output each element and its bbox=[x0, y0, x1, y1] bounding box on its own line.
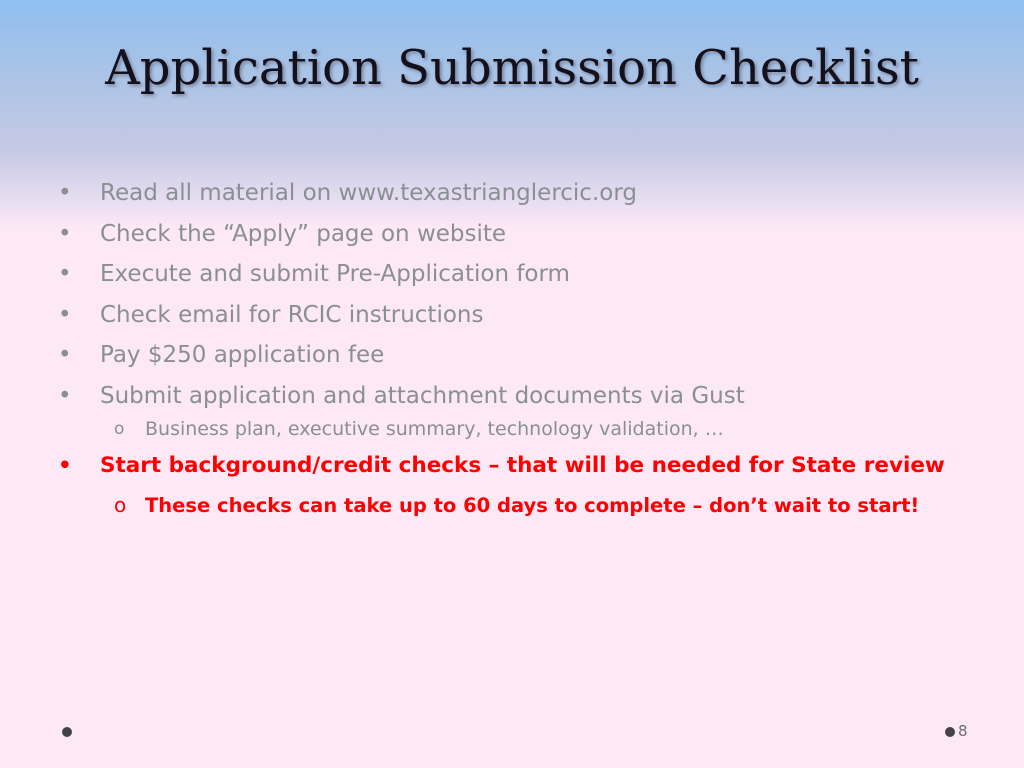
checklist-item bbox=[58, 176, 978, 210]
footer-dot-icon bbox=[62, 727, 72, 737]
bullet-icon: • bbox=[58, 220, 72, 247]
checklist-item bbox=[58, 217, 978, 251]
circle-bullet-icon: o bbox=[114, 492, 127, 517]
highlight-checklist-sub-item bbox=[58, 490, 978, 521]
checklist-item-text: Read all material on www.texastrianglercic.org bbox=[100, 180, 637, 206]
checklist bbox=[58, 176, 978, 527]
checklist-item-text: Check the “Apply” page on website bbox=[100, 220, 507, 247]
checklist-item bbox=[58, 298, 978, 332]
bullet-icon: • bbox=[58, 342, 72, 368]
checklist-item bbox=[58, 338, 978, 372]
page-number: 8 bbox=[958, 722, 968, 740]
footer-dot-icon bbox=[945, 727, 955, 737]
bullet-icon: • bbox=[58, 261, 72, 287]
bullet-icon: • bbox=[58, 453, 72, 478]
slide-title: Application Submission Checklist bbox=[105, 40, 919, 96]
checklist-item-text: Submit application and attachment documents via Gust bbox=[100, 382, 745, 409]
checklist-sub-item bbox=[58, 415, 978, 443]
checklist-item bbox=[58, 257, 978, 291]
bullet-icon: • bbox=[58, 382, 72, 409]
circle-bullet-icon: o bbox=[114, 419, 125, 439]
bullet-icon: • bbox=[58, 301, 72, 328]
checklist-item bbox=[58, 379, 978, 413]
highlight-checklist-item bbox=[58, 449, 978, 483]
checklist-sub-item-text: Business plan, executive summary, technology validation, … bbox=[145, 418, 724, 440]
checklist-item-text: Pay $250 application fee bbox=[100, 342, 385, 368]
bullet-icon: • bbox=[58, 180, 72, 206]
checklist-item-text: Execute and submit Pre-Application form bbox=[100, 261, 570, 287]
highlight-sub-item-text: These checks can take up to 60 days to complete – don’t wait to start! bbox=[145, 493, 920, 517]
checklist-item-text: Check email for RCIC instructions bbox=[100, 301, 484, 328]
highlight-item-text: Start background/credit checks – that will be needed for State review bbox=[100, 453, 945, 478]
